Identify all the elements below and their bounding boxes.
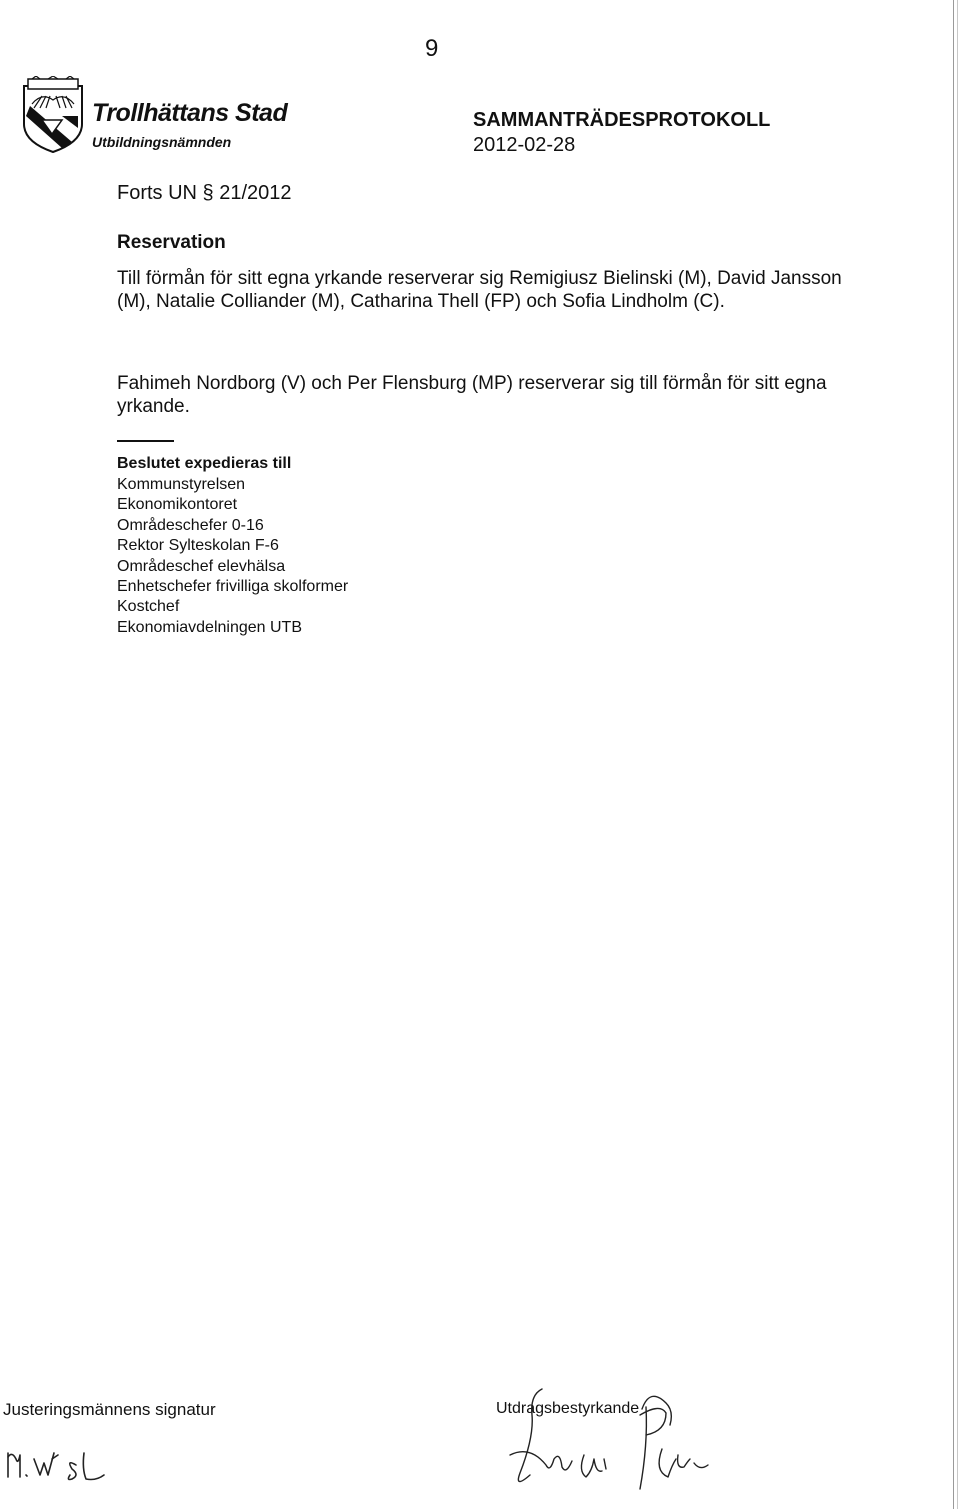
section-heading: Reservation [117,232,226,253]
list-item: Ekonomiavdelningen UTB [117,618,302,636]
divider [117,440,174,442]
coat-of-arms-icon [22,76,84,154]
reservation-paragraph-1: Till förmån för sitt egna yrkande reserverar sig Remigiusz Bielinski (M), David Jansson (M), Natalie Colliander (M), Catharina Thell (FP) och Sofia Lindholm (C). [117,268,842,312]
distribution-list [117,475,348,638]
list-item: Områdeschef elevhälsa [117,557,286,575]
list-item: Rektor Sylteskolan F-6 [117,537,279,555]
organization-subtitle: Utbildningsnämnden [92,134,232,150]
section-reference: Forts UN § 21/2012 [117,182,292,204]
list-item: Områdeschefer 0-16 [117,516,264,534]
document-type: SAMMANTRÄDESPROTOKOLL [473,109,771,131]
scan-edge-line [953,0,954,1509]
organization-name: Trollhättans Stad [92,99,288,127]
handwritten-signature-left [0,1425,140,1485]
document-date: 2012-02-28 [473,134,576,156]
signature-label-justering: Justeringsmännens signatur [3,1400,216,1419]
handwritten-signature-right [490,1385,720,1495]
scan-edge-line-secondary [957,0,958,1509]
reservation-paragraph-2: Fahimeh Nordborg (V) och Per Flensburg (MP) reserverar sig till förmån för sitt egna yrkande. [117,373,827,417]
list-item: Ekonomikontoret [117,496,238,514]
signature-label-utdrag: Utdragsbestyrkande [496,1400,640,1417]
list-item: Kommunstyrelsen [117,476,246,493]
page-number: 9 [425,35,439,62]
list-item: Kostchef [117,598,180,616]
list-item: Enhetschefer frivilliga skolformer [117,578,349,596]
distribution-heading: Beslutet expedieras till [117,455,292,472]
